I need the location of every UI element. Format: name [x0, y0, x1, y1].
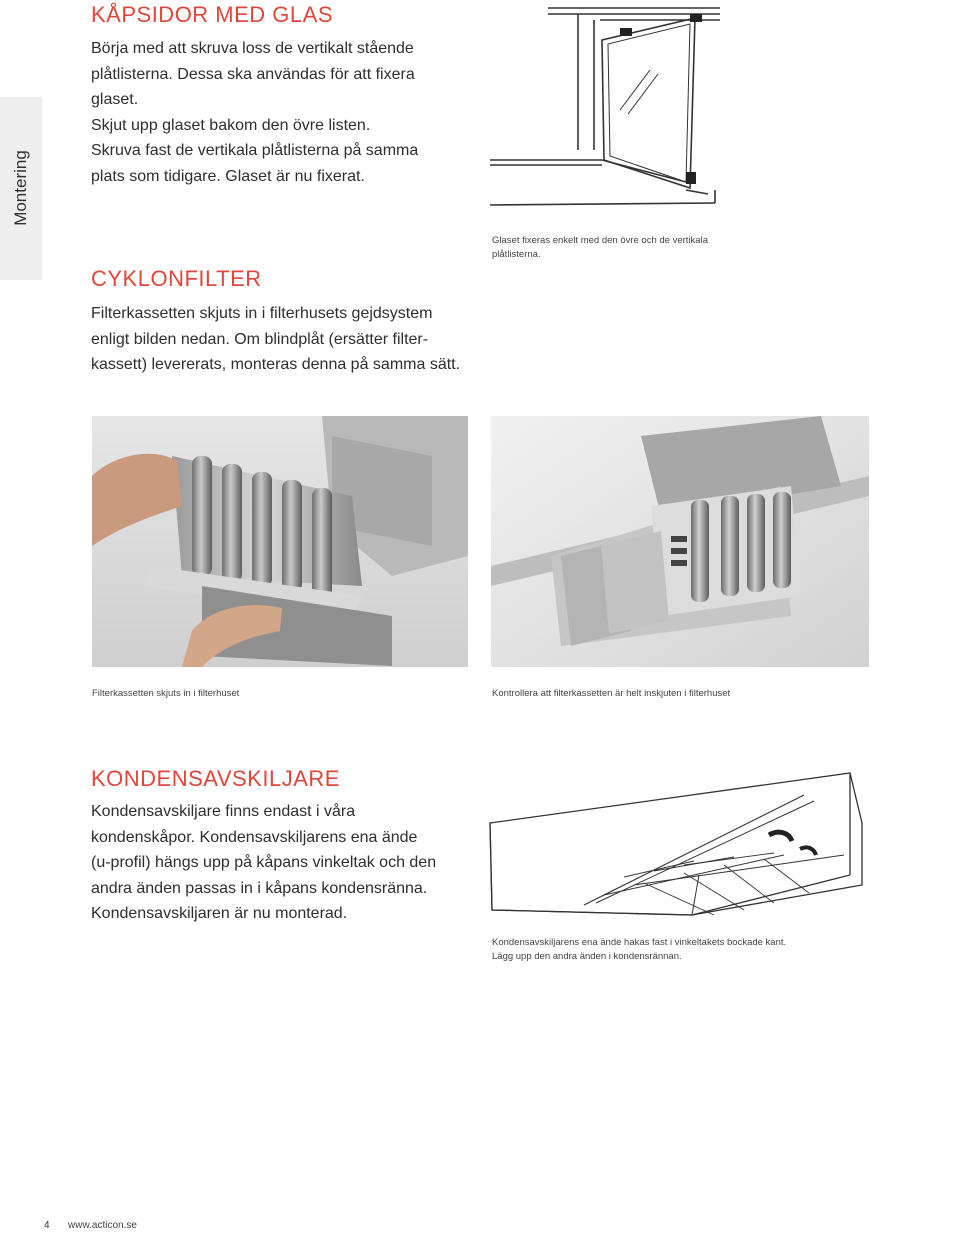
page-number: 4: [44, 1220, 50, 1231]
text-line: Skjut upp glaset bakom den övre listen.: [91, 116, 371, 134]
side-section-label: Montering: [11, 150, 30, 226]
text-line: andra änden passas in i kåpans kondensränna.: [91, 879, 428, 897]
text-line: enligt bilden nedan. Om blindplåt (ersätter filter-: [91, 330, 429, 348]
caption-line: plåtlisterna.: [492, 249, 541, 260]
condensate-instructions: [91, 799, 436, 927]
text-line: kassett) levererats, monteras denna på samma sätt.: [91, 356, 461, 374]
heading-condensate-separator: KONDENSAVSKILJARE: [91, 766, 340, 791]
side-section-tab: [0, 97, 42, 280]
caption-line: Glaset fixeras enkelt med den övre och de vertikala: [492, 235, 708, 246]
text-line: Filterkassetten skjuts in i filterhusets gejdsystem: [91, 305, 433, 322]
caption-line: Lägg upp den andra änden i kondensrännan.: [492, 951, 682, 962]
text-line: plåtlisterna. Dessa ska användas för att fixera: [91, 65, 415, 83]
heading-cyclone-filter: CYKLONFILTER: [91, 266, 262, 291]
text-line: Skruva fast de vertikala plåtlisterna på samma: [91, 142, 419, 160]
caption-line: Kondensavskiljarens ena ände hakas fast i vinkeltakets bockade kant.: [492, 937, 787, 948]
condensate-caption: [492, 936, 872, 964]
condensate-separator-illustration: [484, 765, 864, 930]
glass-caption: [492, 234, 762, 262]
text-line: plats som tidigare. Glaset är nu fixerat.: [91, 167, 365, 185]
text-line: Kondensavskiljare finns endast i våra: [91, 803, 356, 820]
text-line: (u-profil) hängs upp på kåpans vinkeltak och den: [91, 854, 437, 872]
filter-insert-photo: [92, 416, 468, 667]
footer-url: www.acticon.se: [68, 1220, 137, 1231]
filter-insert-caption: Filterkassetten skjuts in i filterhuset: [92, 688, 240, 699]
heading-glass-sides: KÅPSIDOR MED GLAS: [91, 2, 334, 27]
text-line: kondenskåpor. Kondensavskiljarens ena ände: [91, 828, 418, 846]
glass-instructions: [91, 36, 418, 190]
text-line: Kondensavskiljaren är nu monterad.: [91, 905, 348, 923]
text-line: Börja med att skruva loss de vertikalt stående: [91, 40, 414, 57]
filter-inserted-photo: [491, 416, 869, 667]
cyclone-instructions: [91, 301, 460, 378]
glass-mounting-illustration: [490, 0, 730, 220]
text-line: glaset.: [91, 91, 139, 109]
filter-inserted-caption: Kontrollera att filterkassetten är helt inskjuten i filterhuset: [492, 688, 731, 699]
